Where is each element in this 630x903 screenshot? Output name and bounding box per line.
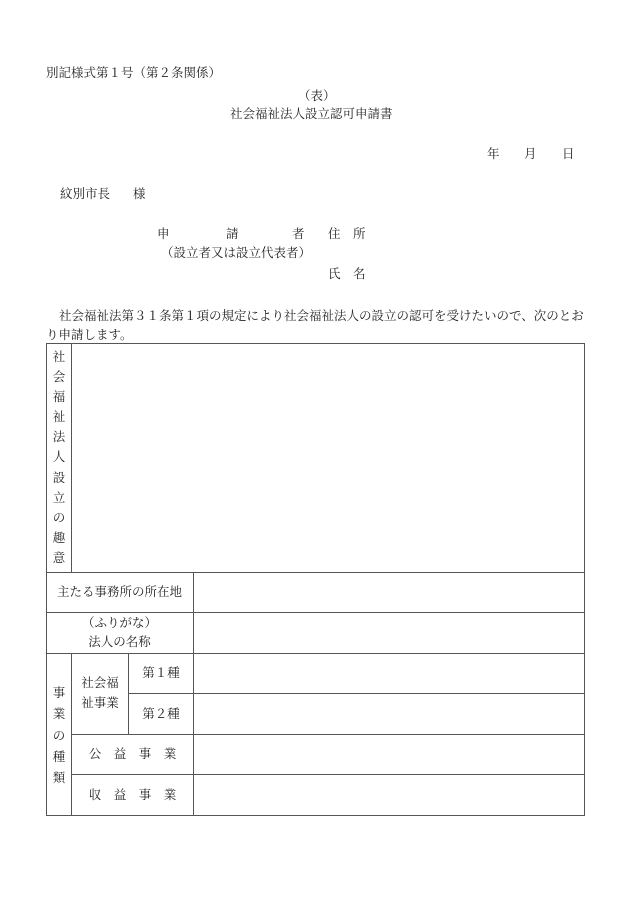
label-char: 福: [52, 389, 66, 405]
label-char: 法: [52, 429, 66, 445]
applicant-label-char: 請: [226, 226, 239, 241]
label-char: 会: [52, 369, 66, 385]
profit-business-label: 収 益 事 業: [88, 787, 177, 802]
business-type-label: [47, 687, 71, 785]
label-char: の: [52, 509, 66, 525]
applicant-label-char: 者: [292, 226, 305, 241]
purpose-label: [47, 351, 71, 565]
label-char: 意: [52, 549, 66, 565]
applicant-label-char: 申: [157, 226, 170, 241]
addressee-name: 紋別市長: [60, 186, 111, 201]
form-number: 別記様式第１号（第２条関係）: [46, 65, 222, 80]
applicant-note: （設立者又は設立代表者）: [161, 245, 312, 260]
date-year-label: 年: [487, 146, 500, 161]
address-label-char: 所: [353, 226, 366, 241]
type2-label: 第２種: [142, 706, 180, 721]
table-border-right: [584, 343, 585, 816]
label-char: 趣: [52, 529, 66, 545]
date-day-label: 日: [562, 146, 575, 161]
table-border-bottom: [46, 815, 585, 816]
type1-field[interactable]: [194, 654, 584, 693]
document-title: 社会福祉法人設立認可申請書: [230, 106, 393, 121]
label-char: 事: [52, 685, 66, 700]
corp-name-field[interactable]: [194, 613, 584, 653]
social-welfare-label-line1: 社会福: [81, 675, 119, 690]
label-char: 業: [52, 706, 66, 722]
label-char: 人: [52, 449, 66, 465]
name-label-char: 氏: [328, 266, 341, 281]
label-char: の: [52, 727, 66, 743]
office-location-label: 主たる事務所の所在地: [56, 584, 182, 599]
office-location-field[interactable]: [194, 573, 584, 612]
body-text: 社会福祉法第３１条第１項の規定により社会福祉法人の設立の認可を受けたいので、次のとおり申請します。: [46, 308, 584, 342]
date-month-label: 月: [524, 146, 537, 161]
label-char: 祉: [52, 409, 66, 425]
label-char: 社: [52, 349, 66, 364]
furigana-label: （ふりがな）: [81, 615, 157, 630]
purpose-field[interactable]: [72, 344, 584, 572]
label-char: 種: [52, 748, 66, 764]
type2-field[interactable]: [194, 694, 584, 734]
label-char: 類: [52, 770, 66, 785]
profit-business-field[interactable]: [194, 775, 584, 815]
corp-name-label: 法人の名称: [88, 634, 151, 649]
side-label: （表）: [298, 88, 336, 103]
label-char: 設: [52, 469, 66, 485]
label-char: 立: [52, 489, 66, 505]
social-welfare-label-line2: 祉事業: [81, 695, 119, 710]
public-interest-field[interactable]: [194, 735, 584, 774]
public-interest-label: 公 益 事 業: [88, 746, 177, 761]
name-label-char: 名: [353, 266, 366, 281]
addressee-honorific: 様: [133, 186, 146, 201]
type1-label: 第１種: [142, 665, 180, 680]
address-label-char: 住: [328, 226, 341, 241]
